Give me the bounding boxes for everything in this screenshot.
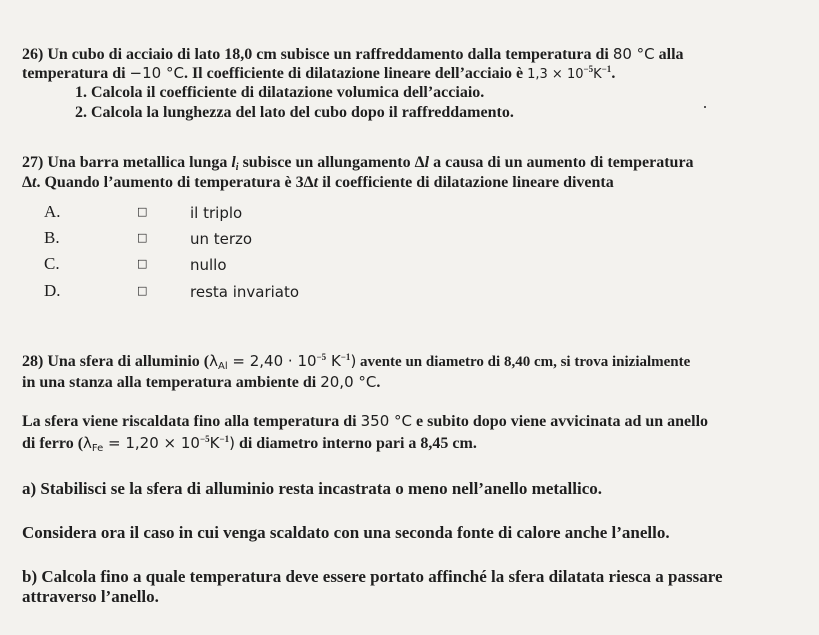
checkbox-icon[interactable]: □ bbox=[137, 205, 148, 218]
q26-line-1: 26) Un cubo di acciaio di lato 18,0 cm subisce un raffreddamento dalla temperatura di 80 °C alla bbox=[22, 45, 684, 63]
q28-line-4: di ferro $(\lambda_{Fe} = 1,20 \times 10^{-5}K^{-1})$ di diametro interno pari a 8,45 cm. bbox=[22, 434, 477, 454]
checkbox-icon[interactable]: □ bbox=[137, 231, 148, 244]
checkbox-icon[interactable]: □ bbox=[137, 257, 148, 270]
q27-line-2: Δt. Quando l’aumento di temperatura è 3Δt il coefficiente di dilatazione lineare diventa bbox=[22, 174, 614, 191]
q28-part-b-line-2: attraverso l’anello. bbox=[22, 587, 159, 606]
q28-part-a: a) Stabilisci se la sfera di alluminio resta incastrata o meno nell’anello metallico. bbox=[22, 479, 602, 498]
q26-item-1: 1. Calcola il coefficiente di dilatazione volumica dell’acciaio. bbox=[75, 84, 485, 101]
q28-line-3: La sfera viene riscaldata fino alla temperatura di 350 °C e subito dopo viene avvicinata ad un anello bbox=[22, 412, 709, 430]
q28-line-2: in una stanza alla temperatura ambiente di 20,0 °C. bbox=[22, 373, 381, 391]
q28-consider: Considera ora il caso in cui venga scaldato con una seconda fonte di calore anche l’anello. bbox=[22, 523, 670, 542]
q26-item-2: 2. Calcola la lunghezza del lato del cubo dopo il raffreddamento. bbox=[75, 104, 514, 121]
checkbox-icon[interactable]: □ bbox=[137, 284, 148, 297]
q28-part-b-line-1: b) Calcola fino a quale temperatura deve essere portato affinché la sfera dilatata riesca a passare bbox=[22, 567, 723, 586]
q27-line-1: 27) Una barra metallica lunga $l_i$ subisce un allungamento Δl a causa di un aumento di temperatura bbox=[22, 154, 694, 173]
q28-line-1: 28) Una sfera di alluminio ($\lambda_{Al} = 2,40 \cdot 10^{-5}$ $K^{-1}$) avente un diametro di 8,40 cm, si trova inizialmente bbox=[22, 352, 691, 372]
speck-mark bbox=[704, 106, 706, 108]
q26-line-2: temperatura di −10 °C. Il coefficiente di dilatazione lineare dell’acciaio è $1,3 \times 10^{-5}K^{-1}$. bbox=[22, 64, 616, 82]
